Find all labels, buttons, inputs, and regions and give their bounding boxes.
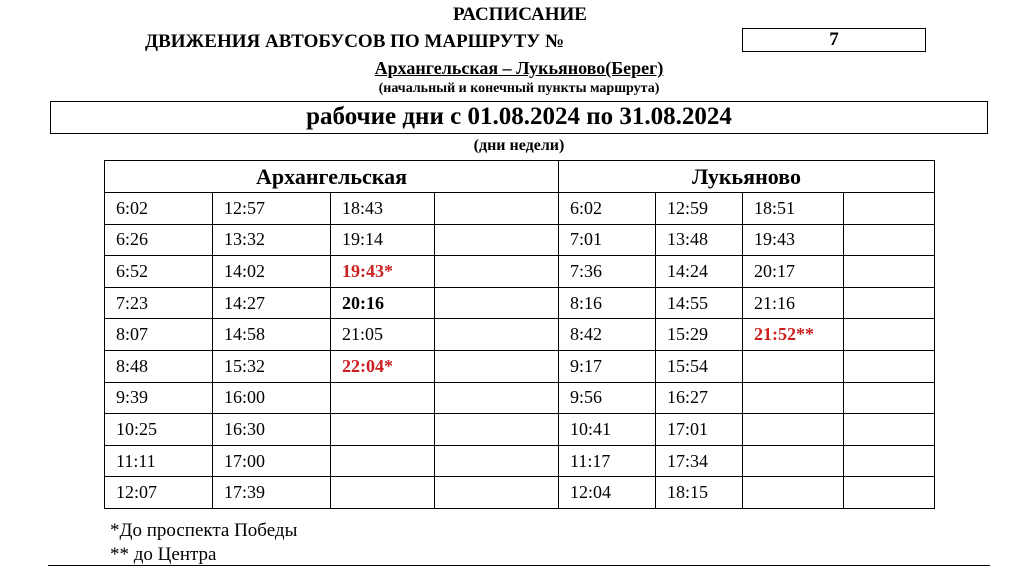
time-cell: 14:02 — [213, 256, 331, 288]
time-cell — [331, 382, 435, 414]
table-row — [105, 319, 935, 351]
time-cell — [743, 350, 844, 382]
time-cell: 12:57 — [213, 193, 331, 225]
time-cell — [844, 193, 935, 225]
footnote-2: ** до Центра — [110, 544, 217, 565]
time-cell: 19:43* — [331, 256, 435, 288]
time-cell: 15:54 — [656, 350, 743, 382]
table-row — [105, 287, 935, 319]
time-cell — [435, 414, 559, 446]
time-cell — [844, 224, 935, 256]
time-cell: 8:42 — [559, 319, 656, 351]
time-cell: 15:32 — [213, 350, 331, 382]
time-cell: 17:39 — [213, 477, 331, 509]
time-cell: 16:27 — [656, 382, 743, 414]
right-stop-header: Лукьяново — [559, 161, 935, 193]
left-stop-header: Архангельская — [105, 161, 559, 193]
time-cell: 9:56 — [559, 382, 656, 414]
time-cell: 21:05 — [331, 319, 435, 351]
time-cell — [435, 224, 559, 256]
time-cell: 18:15 — [656, 477, 743, 509]
time-cell: 19:14 — [331, 224, 435, 256]
time-cell: 20:17 — [743, 256, 844, 288]
route-name: Архангельская – Лукьяново(Берег) — [374, 58, 664, 78]
time-cell — [331, 445, 435, 477]
table-row — [105, 382, 935, 414]
time-cell: 18:51 — [743, 193, 844, 225]
table-row — [105, 414, 935, 446]
time-cell: 11:17 — [559, 445, 656, 477]
time-cell — [844, 477, 935, 509]
table-row — [105, 193, 935, 225]
time-cell: 18:43 — [331, 193, 435, 225]
time-cell — [435, 193, 559, 225]
time-cell — [435, 350, 559, 382]
time-cell — [844, 287, 935, 319]
time-cell — [435, 256, 559, 288]
time-cell: 6:26 — [105, 224, 213, 256]
time-cell: 17:34 — [656, 445, 743, 477]
time-cell — [844, 350, 935, 382]
table-row — [105, 256, 935, 288]
time-cell — [743, 477, 844, 509]
time-cell — [844, 414, 935, 446]
time-cell: 16:00 — [213, 382, 331, 414]
period-box: рабочие дни с 01.08.2024 по 31.08.2024 — [50, 101, 988, 134]
time-cell: 14:55 — [656, 287, 743, 319]
time-cell: 9:17 — [559, 350, 656, 382]
page-title: РАСПИСАНИЕ — [453, 4, 587, 25]
time-cell: 16:30 — [213, 414, 331, 446]
time-cell: 8:16 — [559, 287, 656, 319]
time-cell — [844, 445, 935, 477]
time-cell: 7:36 — [559, 256, 656, 288]
time-cell — [743, 414, 844, 446]
time-cell: 10:41 — [559, 414, 656, 446]
time-cell — [435, 445, 559, 477]
time-cell: 17:00 — [213, 445, 331, 477]
time-cell: 17:01 — [656, 414, 743, 446]
time-cell: 6:02 — [105, 193, 213, 225]
schedule-header-row — [105, 161, 935, 193]
table-row — [105, 477, 935, 509]
table-row — [105, 224, 935, 256]
bottom-divider — [48, 565, 990, 566]
time-cell: 20:16 — [331, 287, 435, 319]
time-cell — [331, 414, 435, 446]
time-cell: 12:07 — [105, 477, 213, 509]
table-row — [105, 350, 935, 382]
time-cell — [743, 445, 844, 477]
route-note: (начальный и конечный пункты маршрута) — [378, 81, 660, 96]
time-cell — [844, 256, 935, 288]
time-cell: 8:48 — [105, 350, 213, 382]
table-row — [105, 445, 935, 477]
time-cell: 12:04 — [559, 477, 656, 509]
time-cell: 8:07 — [105, 319, 213, 351]
time-cell: 13:48 — [656, 224, 743, 256]
time-cell: 22:04* — [331, 350, 435, 382]
time-cell: 19:43 — [743, 224, 844, 256]
time-cell: 10:25 — [105, 414, 213, 446]
time-cell: 9:39 — [105, 382, 213, 414]
time-cell: 14:27 — [213, 287, 331, 319]
cropped-previous-text — [0, 0, 640, 2]
time-cell — [435, 287, 559, 319]
route-number-box: 7 — [742, 28, 926, 52]
time-cell — [743, 382, 844, 414]
time-cell — [844, 382, 935, 414]
time-cell: 13:32 — [213, 224, 331, 256]
time-cell — [435, 319, 559, 351]
time-cell: 6:02 — [559, 193, 656, 225]
time-cell — [435, 382, 559, 414]
time-cell: 12:59 — [656, 193, 743, 225]
footnote-1: *До проспекта Победы — [110, 520, 298, 541]
time-cell: 7:01 — [559, 224, 656, 256]
page-subtitle: ДВИЖЕНИЯ АВТОБУСОВ ПО МАРШРУТУ № — [145, 31, 565, 52]
time-cell: 15:29 — [656, 319, 743, 351]
time-cell: 21:52** — [743, 319, 844, 351]
time-cell: 14:24 — [656, 256, 743, 288]
time-cell: 14:58 — [213, 319, 331, 351]
days-note: (дни недели) — [473, 137, 565, 154]
time-cell: 11:11 — [105, 445, 213, 477]
time-cell — [844, 319, 935, 351]
time-cell — [435, 477, 559, 509]
schedule-table — [104, 160, 935, 509]
time-cell: 7:23 — [105, 287, 213, 319]
time-cell: 6:52 — [105, 256, 213, 288]
time-cell: 21:16 — [743, 287, 844, 319]
time-cell — [331, 477, 435, 509]
